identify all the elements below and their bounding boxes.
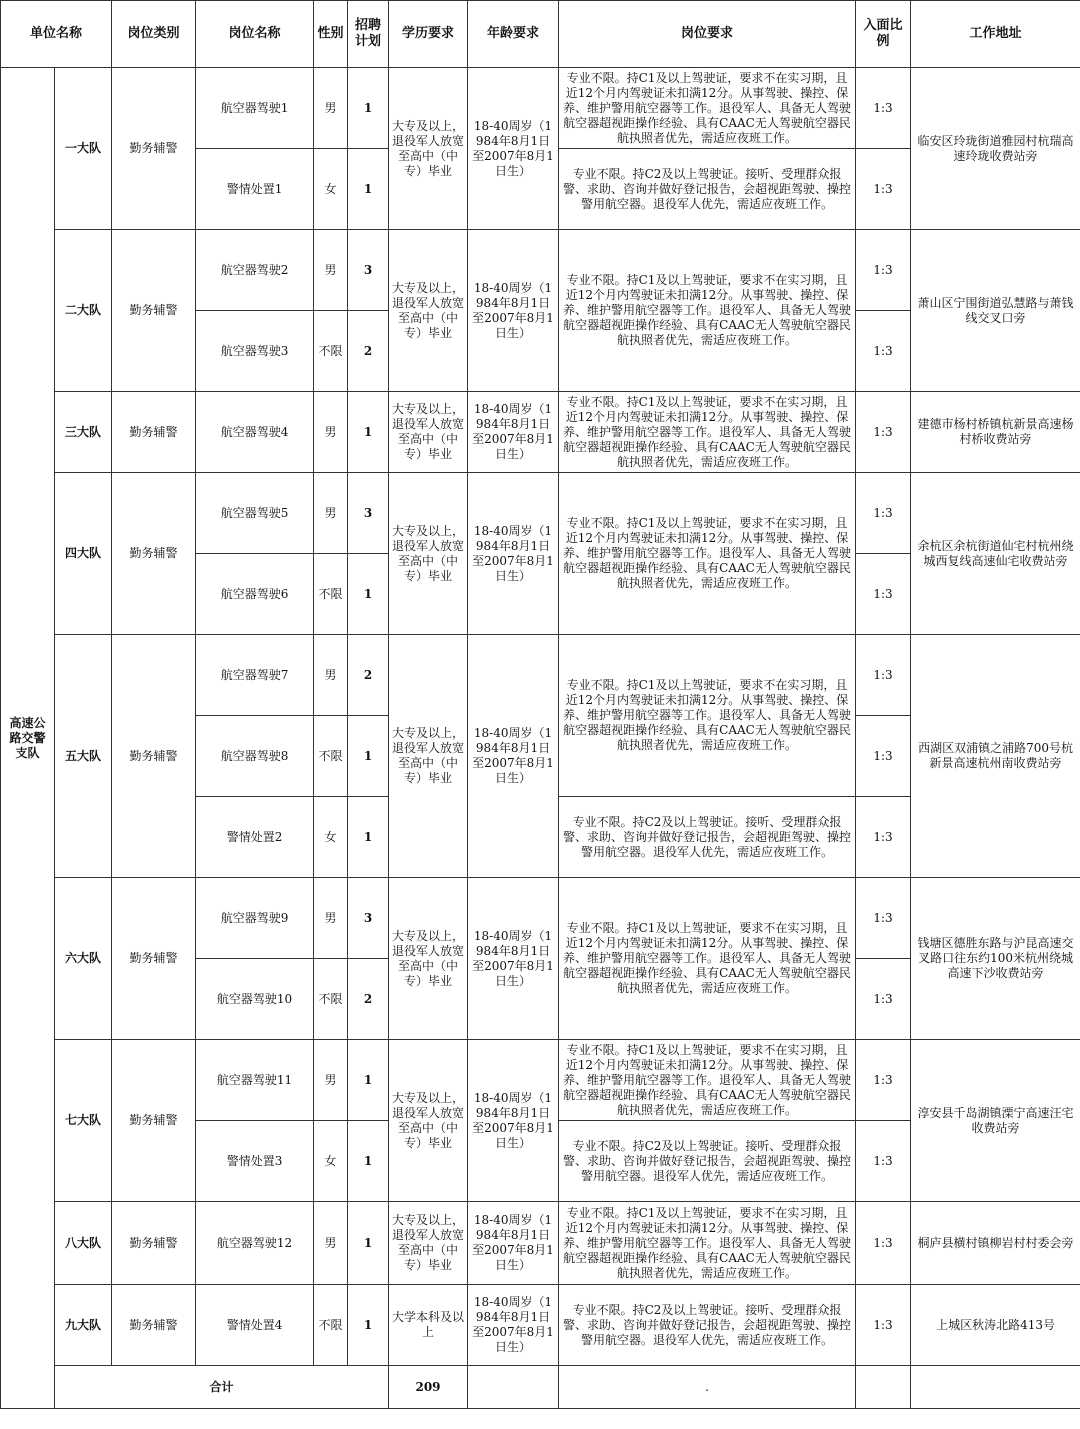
- category-cell: 勤务辅警: [112, 1040, 196, 1202]
- header-position: 岗位名称: [196, 1, 314, 68]
- position-title: 警情处置3: [196, 1121, 314, 1202]
- category-cell: 勤务辅警: [112, 392, 196, 473]
- plan-cell: 3: [348, 230, 389, 311]
- requirement-cell: 专业不限。持C1及以上驾驶证，要求不在实习期，且近12个月内驾驶证未扣满12分。从事驾驶、操控、保养、维护警用航空器等工作。退役军人、具备无人驾驶航空器超视距操作经验、具有CAAC无人驾驶航空器民航执照者优先，需适应夜班工作。: [559, 878, 856, 1040]
- table-row: [1, 1202, 1080, 1285]
- category-cell: 勤务辅警: [112, 635, 196, 878]
- category-cell: 勤务辅警: [112, 878, 196, 1040]
- ratio-cell: 1:3: [856, 1202, 911, 1285]
- education-cell: 大专及以上，退役军人放宽至高中（中专）毕业: [389, 473, 468, 635]
- plan-cell: 2: [348, 635, 389, 716]
- table-row: [1, 392, 1080, 473]
- unit-name: 七大队: [55, 1040, 112, 1202]
- gender-cell: 男: [314, 68, 348, 149]
- gender-cell: 男: [314, 473, 348, 554]
- org-name: 高速公路交警支队: [1, 68, 55, 1409]
- unit-name: 五大队: [55, 635, 112, 878]
- header-gender: 性别: [314, 1, 348, 68]
- header-unit: 单位名称: [1, 1, 112, 68]
- education-cell: 大专及以上，退役军人放宽至高中（中专）毕业: [389, 230, 468, 392]
- gender-cell: 不限: [314, 311, 348, 392]
- plan-cell: 1: [348, 554, 389, 635]
- position-title: 警情处置4: [196, 1285, 314, 1366]
- gender-cell: 女: [314, 149, 348, 230]
- plan-cell: 1: [348, 1285, 389, 1366]
- ratio-cell: 1:3: [856, 311, 911, 392]
- gender-cell: 男: [314, 1202, 348, 1285]
- header-plan: 招聘计划: [348, 1, 389, 68]
- plan-cell: 2: [348, 311, 389, 392]
- unit-name: 六大队: [55, 878, 112, 1040]
- address-cell: 上城区秋涛北路413号: [911, 1285, 1080, 1366]
- gender-cell: 不限: [314, 716, 348, 797]
- gender-cell: 男: [314, 230, 348, 311]
- requirement-cell: 专业不限。持C1及以上驾驶证，要求不在实习期，且近12个月内驾驶证未扣满12分。从事驾驶、操控、保养、维护警用航空器等工作。退役军人、具备无人驾驶航空器超视距操作经验、具有CAAC无人驾驶航空器民航执照者优先，需适应夜班工作。: [559, 1202, 856, 1285]
- age-cell: 18-40周岁（1984年8月1日至2007年8月1日生）: [468, 635, 559, 878]
- ratio-cell: 1:3: [856, 959, 911, 1040]
- ratio-cell: 1:3: [856, 230, 911, 311]
- education-cell: 大专及以上，退役军人放宽至高中（中专）毕业: [389, 68, 468, 230]
- education-cell: 大专及以上，退役军人放宽至高中（中专）毕业: [389, 1040, 468, 1202]
- gender-cell: 男: [314, 1040, 348, 1121]
- ratio-cell: 1:3: [856, 1121, 911, 1202]
- age-cell: 18-40周岁（1984年8月1日至2007年8月1日生）: [468, 68, 559, 230]
- unit-name: 九大队: [55, 1285, 112, 1366]
- position-title: 航空器驾驶8: [196, 716, 314, 797]
- position-title: 航空器驾驶7: [196, 635, 314, 716]
- plan-cell: 1: [348, 1202, 389, 1285]
- plan-cell: 1: [348, 68, 389, 149]
- gender-cell: 女: [314, 797, 348, 878]
- ratio-cell: 1:3: [856, 392, 911, 473]
- position-title: 警情处置2: [196, 797, 314, 878]
- address-cell: 淳安县千岛湖镇溧宁高速汪宅收费站旁: [911, 1040, 1080, 1202]
- category-cell: 勤务辅警: [112, 230, 196, 392]
- table-row: [1, 635, 1080, 716]
- requirement-cell: 专业不限。持C1及以上驾驶证，要求不在实习期，且近12个月内驾驶证未扣满12分。从事驾驶、操控、保养、维护警用航空器等工作。退役军人、具备无人驾驶航空器超视距操作经验、具有CAAC无人驾驶航空器民航执照者优先，需适应夜班工作。: [559, 68, 856, 149]
- position-title: 航空器驾驶3: [196, 311, 314, 392]
- age-cell: 18-40周岁（1984年8月1日至2007年8月1日生）: [468, 1285, 559, 1366]
- category-cell: 勤务辅警: [112, 1285, 196, 1366]
- age-cell: 18-40周岁（1984年8月1日至2007年8月1日生）: [468, 230, 559, 392]
- unit-name: 三大队: [55, 392, 112, 473]
- category-cell: 勤务辅警: [112, 68, 196, 230]
- requirement-cell: 专业不限。持C2及以上驾驶证。接听、受理群众报警、求助、咨询并做好登记报告，会超视距驾驶、操控警用航空器。退役军人优先，需适应夜班工作。: [559, 149, 856, 230]
- plan-cell: 1: [348, 149, 389, 230]
- requirement-cell: 专业不限。持C2及以上驾驶证。接听、受理群众报警、求助、咨询并做好登记报告，会超视距驾驶、操控警用航空器。退役军人优先，需适应夜班工作。: [559, 1121, 856, 1202]
- plan-cell: 1: [348, 1040, 389, 1121]
- ratio-cell: 1:3: [856, 149, 911, 230]
- address-cell: 萧山区宁围街道弘慧路与萧钱线交叉口旁: [911, 230, 1080, 392]
- address-cell: 钱塘区德胜东路与沪昆高速交叉路口往东约100米杭州绕城高速下沙收费站旁: [911, 878, 1080, 1040]
- header-age: 年龄要求: [468, 1, 559, 68]
- gender-cell: 女: [314, 1121, 348, 1202]
- gender-cell: 男: [314, 878, 348, 959]
- address-cell: 桐庐县横村镇柳岩村村委会旁: [911, 1202, 1080, 1285]
- total-row: [1, 1366, 1080, 1409]
- requirement-cell: 专业不限。持C2及以上驾驶证。接听、受理群众报警、求助、咨询并做好登记报告，会超视距驾驶、操控警用航空器。退役军人优先，需适应夜班工作。: [559, 797, 856, 878]
- position-title: 航空器驾驶4: [196, 392, 314, 473]
- total-plan: 209: [389, 1366, 468, 1409]
- table-row: [1, 878, 1080, 959]
- ratio-cell: 1:3: [856, 716, 911, 797]
- ratio-cell: 1:3: [856, 797, 911, 878]
- plan-cell: 1: [348, 1121, 389, 1202]
- requirement-cell: 专业不限。持C2及以上驾驶证。接听、受理群众报警、求助、咨询并做好登记报告，会超视距驾驶、操控警用航空器。退役军人优先，需适应夜班工作。: [559, 1285, 856, 1366]
- age-cell: 18-40周岁（1984年8月1日至2007年8月1日生）: [468, 1040, 559, 1202]
- gender-cell: 不限: [314, 1285, 348, 1366]
- plan-cell: 2: [348, 959, 389, 1040]
- position-title: 航空器驾驶11: [196, 1040, 314, 1121]
- age-cell: 18-40周岁（1984年8月1日至2007年8月1日生）: [468, 878, 559, 1040]
- position-title: 航空器驾驶12: [196, 1202, 314, 1285]
- age-cell: 18-40周岁（1984年8月1日至2007年8月1日生）: [468, 1202, 559, 1285]
- education-cell: 大专及以上，退役军人放宽至高中（中专）毕业: [389, 392, 468, 473]
- requirement-cell: 专业不限。持C1及以上驾驶证，要求不在实习期，且近12个月内驾驶证未扣满12分。从事驾驶、操控、保养、维护警用航空器等工作。退役军人、具备无人驾驶航空器超视距操作经验、具有CAAC无人驾驶航空器民航执照者优先，需适应夜班工作。: [559, 1040, 856, 1121]
- education-cell: 大专及以上，退役军人放宽至高中（中专）毕业: [389, 878, 468, 1040]
- unit-name: 一大队: [55, 68, 112, 230]
- total-label: 合计: [55, 1366, 389, 1409]
- unit-name: 二大队: [55, 230, 112, 392]
- total-education: [468, 1366, 559, 1409]
- total-requirement: [856, 1366, 911, 1409]
- gender-cell: 不限: [314, 959, 348, 1040]
- plan-cell: 1: [348, 716, 389, 797]
- position-title: 航空器驾驶6: [196, 554, 314, 635]
- position-title: 航空器驾驶2: [196, 230, 314, 311]
- requirement-cell: 专业不限。持C1及以上驾驶证，要求不在实习期，且近12个月内驾驶证未扣满12分。从事驾驶、操控、保养、维护警用航空器等工作。退役军人、具备无人驾驶航空器超视距操作经验、具有CAAC无人驾驶航空器民航执照者优先，需适应夜班工作。: [559, 392, 856, 473]
- header-requirement: 岗位要求: [559, 1, 856, 68]
- table-row: [1, 1285, 1080, 1366]
- address-cell: 余杭区余杭街道仙宅村杭州绕城西复线高速仙宅收费站旁: [911, 473, 1080, 635]
- plan-cell: 1: [348, 392, 389, 473]
- position-title: 航空器驾驶5: [196, 473, 314, 554]
- plan-cell: 3: [348, 878, 389, 959]
- address-cell: 临安区玲珑街道雅园村杭瑞高速玲珑收费站旁: [911, 68, 1080, 230]
- header-category: 岗位类别: [112, 1, 196, 68]
- position-title: 航空器驾驶1: [196, 68, 314, 149]
- requirement-cell: 专业不限。持C1及以上驾驶证，要求不在实习期，且近12个月内驾驶证未扣满12分。从事驾驶、操控、保养、维护警用航空器等工作。退役军人、具备无人驾驶航空器超视距操作经验、具有CAAC无人驾驶航空器民航执照者优先，需适应夜班工作。: [559, 635, 856, 797]
- table-row: [1, 68, 1080, 149]
- ratio-cell: 1:3: [856, 473, 911, 554]
- requirement-cell: 专业不限。持C1及以上驾驶证，要求不在实习期，且近12个月内驾驶证未扣满12分。从事驾驶、操控、保养、维护警用航空器等工作。退役军人、具备无人驾驶航空器超视距操作经验、具有CAAC无人驾驶航空器民航执照者优先，需适应夜班工作。: [559, 473, 856, 635]
- age-cell: 18-40周岁（1984年8月1日至2007年8月1日生）: [468, 473, 559, 635]
- gender-cell: 男: [314, 635, 348, 716]
- gender-cell: 不限: [314, 554, 348, 635]
- ratio-cell: 1:3: [856, 1285, 911, 1366]
- ratio-cell: 1:3: [856, 68, 911, 149]
- table-row: [1, 473, 1080, 554]
- position-title: 航空器驾驶10: [196, 959, 314, 1040]
- education-cell: 大专及以上，退役军人放宽至高中（中专）毕业: [389, 635, 468, 878]
- requirement-cell: 专业不限。持C1及以上驾驶证，要求不在实习期，且近12个月内驾驶证未扣满12分。从事驾驶、操控、保养、维护警用航空器等工作。退役军人、具备无人驾驶航空器超视距操作经验、具有CAAC无人驾驶航空器民航执照者优先，需适应夜班工作。: [559, 230, 856, 392]
- position-title: 航空器驾驶9: [196, 878, 314, 959]
- age-cell: 18-40周岁（1984年8月1日至2007年8月1日生）: [468, 392, 559, 473]
- total-ratio: [911, 1366, 1080, 1409]
- address-cell: 建德市杨村桥镇杭新景高速杨村桥收费站旁: [911, 392, 1080, 473]
- gender-cell: 男: [314, 392, 348, 473]
- plan-cell: 1: [348, 797, 389, 878]
- header-address: 工作地址: [911, 1, 1080, 68]
- total-age: .: [559, 1366, 856, 1409]
- table-row: [1, 1040, 1080, 1121]
- position-title: 警情处置1: [196, 149, 314, 230]
- table-row: [1, 230, 1080, 311]
- unit-name: 四大队: [55, 473, 112, 635]
- category-cell: 勤务辅警: [112, 473, 196, 635]
- plan-cell: 3: [348, 473, 389, 554]
- ratio-cell: 1:3: [856, 635, 911, 716]
- ratio-cell: 1:3: [856, 1040, 911, 1121]
- unit-name: 八大队: [55, 1202, 112, 1285]
- education-cell: 大专及以上，退役军人放宽至高中（中专）毕业: [389, 1202, 468, 1285]
- ratio-cell: 1:3: [856, 554, 911, 635]
- category-cell: 勤务辅警: [112, 1202, 196, 1285]
- header-ratio: 入面比例: [856, 1, 911, 68]
- ratio-cell: 1:3: [856, 878, 911, 959]
- header-education: 学历要求: [389, 1, 468, 68]
- address-cell: 西湖区双浦镇之浦路700号杭新景高速杭州南收费站旁: [911, 635, 1080, 878]
- education-cell: 大学本科及以上: [389, 1285, 468, 1366]
